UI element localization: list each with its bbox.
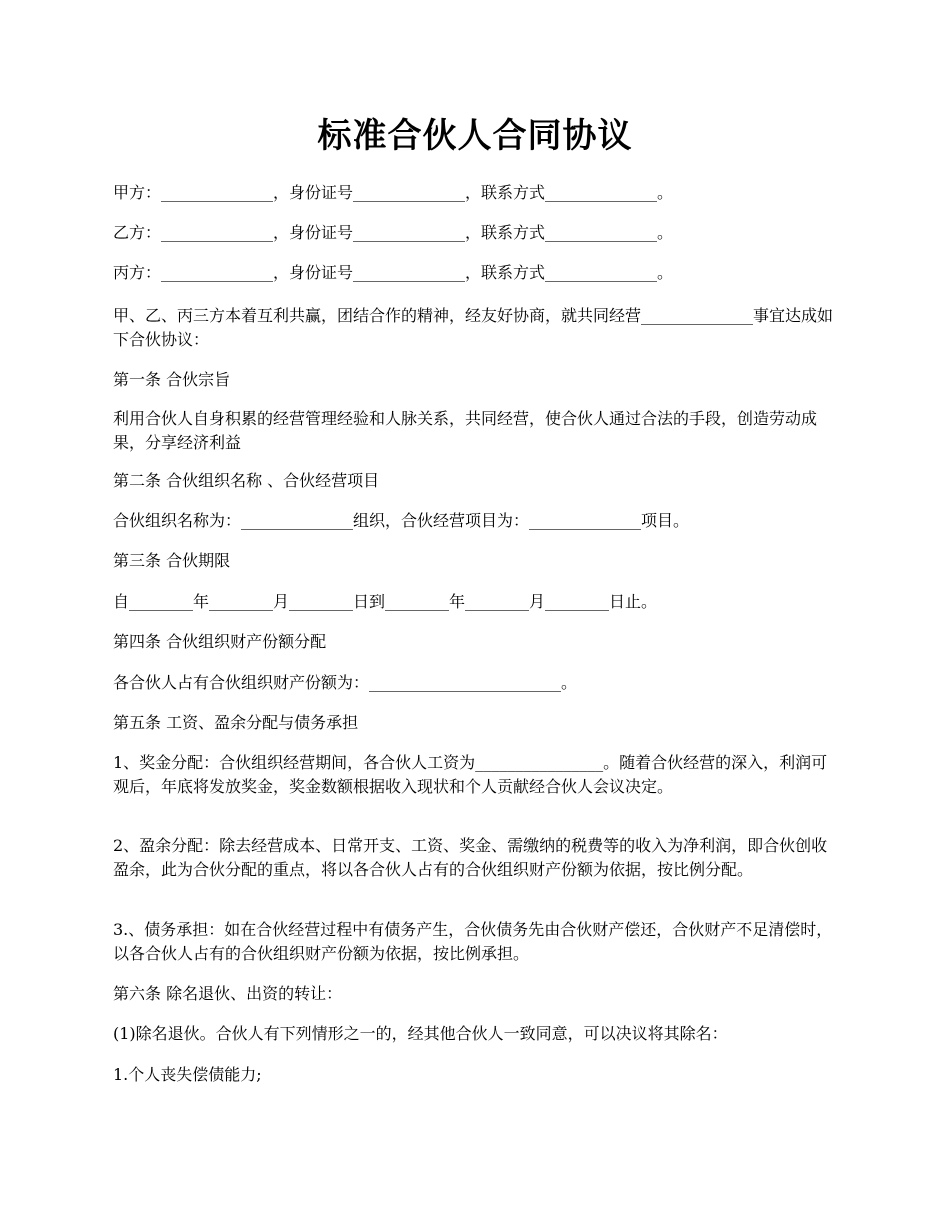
- party-b-line: 乙方：______________，身份证号______________，联系方式______________。: [113, 223, 674, 242]
- article-6-item-1: (1)除名退伙。合伙人有下列情形之一的，经其他合伙人一致同意，可以决议将其除名：: [113, 1024, 728, 1043]
- article-1-body: 利用合伙人自身积累的经营管理经验和人脉关系，共同经营，使合伙人通过合法的手段，创造劳动成果，分享经济利益: [113, 409, 818, 452]
- article-2-body: 合伙组织名称为：______________组织，合伙经营项目为：______________项目。: [113, 511, 690, 530]
- article-5-item-2: 2、盈余分配：除去经营成本、日常开支、工资、奖金、需缴纳的税费等的收入为净利润，即合伙创收盈余，此为合伙分配的重点，将以各合伙人占有的合伙组织财产份额为依据，按比例分配。: [113, 836, 828, 879]
- document-title: 标准合伙人合同协议: [317, 116, 633, 156]
- article-1-heading: 第一条 合伙宗旨: [113, 370, 231, 389]
- article-4-body: 各合伙人占有合伙组织财产份额为：________________________。: [113, 673, 578, 692]
- article-2-heading: 第二条 合伙组织名称 、合伙经营项目: [113, 471, 380, 490]
- article-5-heading: 第五条 工资、盈余分配与债务承担: [113, 713, 359, 732]
- article-5-item-3: 3.、债务承担：如在合伙经营过程中有债务产生，合伙债务先由合伙财产偿还，合伙财产不足清偿时，以各合伙人占有的合伙组织财产份额为依据，按比例承担。: [113, 920, 833, 963]
- party-a-line: 甲方：______________，身份证号______________，联系方式______________。: [113, 183, 674, 202]
- article-3-heading: 第三条 合伙期限: [113, 551, 231, 570]
- article-4-heading: 第四条 合伙组织财产份额分配: [113, 632, 327, 651]
- article-3-body: 自________年________月________日到________年________月________日止。: [113, 592, 658, 611]
- article-6-heading: 第六条 除名退伙、出资的转让：: [113, 984, 343, 1003]
- party-c-line: 丙方：______________，身份证号______________，联系方式______________。: [113, 263, 674, 282]
- preamble-paragraph: 甲、乙、丙三方本着互利共赢，团结合作的精神，经友好协商，就共同经营______________事宜达成如下合伙协议：: [113, 306, 834, 349]
- article-5-item-1: 1、奖金分配：合伙组织经营期间，各合伙人工资为________________。随着合伙经营的深入，利润可观后，年底将发放奖金，奖金数额根据收入现状和个人贡献经合伙人会议决定。: [113, 753, 828, 796]
- article-6-subitem-1: 1.个人丧失偿债能力;: [113, 1065, 262, 1084]
